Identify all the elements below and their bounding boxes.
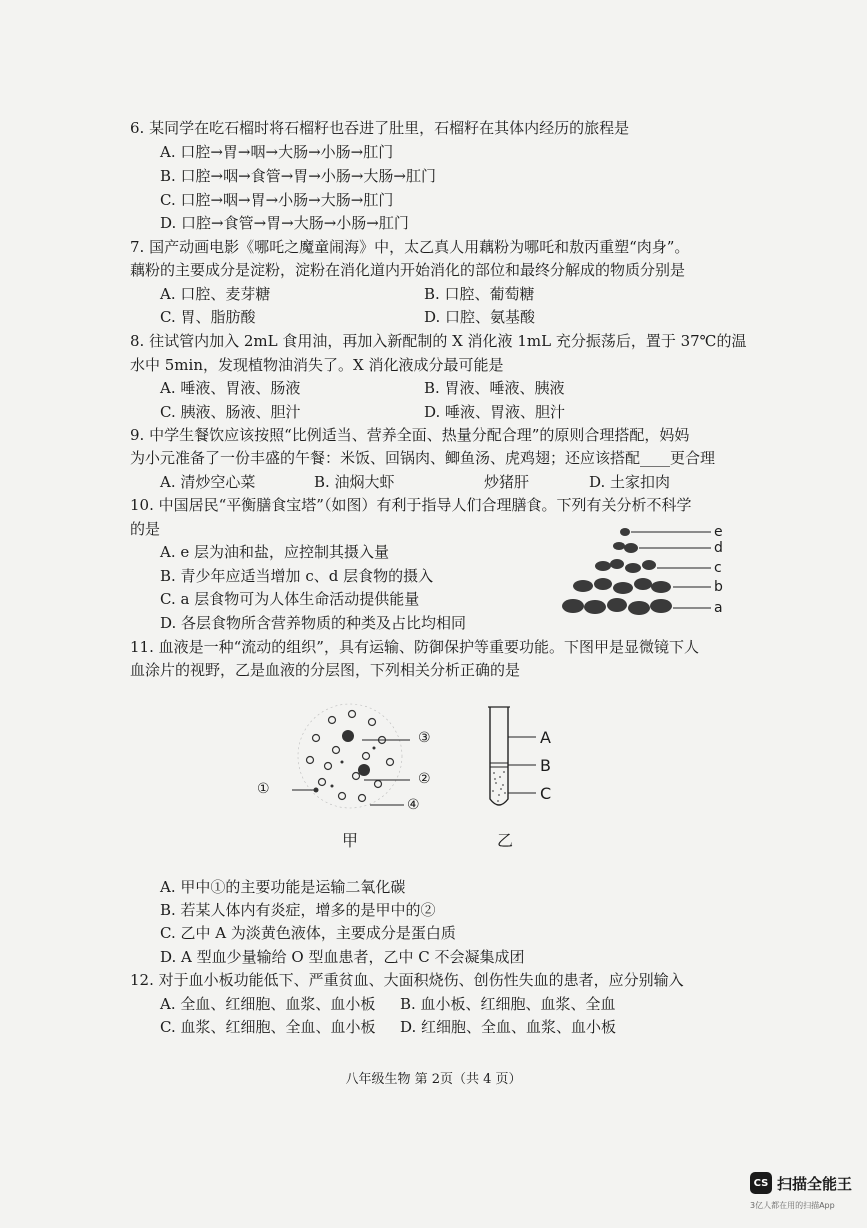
q11-stem-2: 血涂片的视野，乙是血液的分层图，下列相关分析正确的是 [130,661,521,679]
q11-option-a: A. 甲中①的主要功能是运输二氧化碳 [160,878,406,896]
q7-stem-1: 7. 国产动画电影《哪吒之魔童闹海》中，太乙真人用藕粉为哪吒和敖丙重塑“肉身”。 [130,238,690,256]
pyramid-label-d: d [714,540,723,556]
smear-label-3: ③ [418,730,431,746]
q7-option-a: A. 口腔、麦芽糖 [160,285,271,303]
q12-option-a: A. 全血、红细胞、血浆、血小板 [160,995,376,1013]
tube-label-a: A [540,728,551,747]
food-pyramid-figure [555,520,735,620]
q8-stem-1: 8. 往试管内加入 2mL 食用油，再加入新配制的 X 消化液 1mL 充分振荡后，置于 37℃的温 [130,332,747,350]
q9-option-d: D. 土家扣肉 [589,473,671,491]
tube-label-b: B [540,756,551,775]
q10-option-b: B. 青少年应适当增加 c、d 层食物的摄入 [160,567,434,585]
q8-option-b: B. 胃液、唾液、胰液 [424,379,565,397]
q10-option-d: D. 各层食物所含营养物质的种类及占比均相同 [160,614,467,632]
pyramid-label-b: b [714,579,723,595]
smear-label-4: ④ [407,797,420,813]
q12-option-b: B. 血小板、红细胞、血浆、全血 [400,995,616,1013]
q7-option-b: B. 口腔、葡萄糖 [424,285,535,303]
q9-stem-2: 为小元准备了一份丰盛的午餐：米饭、回锅肉、鲫鱼汤、虎鸡翅；还应该搭配____更合理 [130,449,716,467]
pyramid-label-e: e [714,524,723,540]
q11-option-c: C. 乙中 A 为淡黄色液体，主要成分是蛋白质 [160,924,456,942]
q6-stem: 6. 某同学在吃石榴时将石榴籽也吞进了肚里，石榴籽在其体内经历的旅程是 [130,119,630,137]
q10-option-c: C. a 层食物可为人体生命活动提供能量 [160,590,420,608]
camscanner-tagline: 3亿人都在用的扫描App [750,1201,835,1210]
q11-stem-1: 11. 血液是一种“流动的组织”，具有运输、防御保护等重要功能。下图甲是显微镜下人 [130,638,699,656]
q8-option-d: D. 唾液、胃液、胆汁 [424,403,566,421]
q12-stem: 12. 对于血小板功能低下、严重贫血、大面积烧伤、创伤性失血的患者，应分别输入 [130,971,684,989]
q9-stem-1: 9. 中学生餐饮应该按照“比例适当、营养全面、热量分配合理”的原则合理搭配，妈妈 [130,426,690,444]
page-footer: 八年级生物 第 2页（共 4 页） [345,1072,522,1087]
smear-label-1: ① [257,781,270,797]
q6-option-c: C. 口腔→咽→胃→小肠→大肠→肛门 [160,191,394,209]
test-tube-figure [484,705,544,817]
q7-option-d: D. 口腔、氨基酸 [424,308,536,326]
blood-smear-figure [292,700,412,815]
q10-stem-1: 10. 中国居民“平衡膳食宝塔”（如图）有利于指导人们合理膳食。下列有关分析不科学 [130,496,692,514]
q11-option-b: B. 若某人体内有炎症，增多的是甲中的② [160,901,436,919]
q9-option-a: A. 清炒空心菜 [160,473,256,491]
q7-option-c: C. 胃、脂肪酸 [160,308,256,326]
q7-stem-2: 藕粉的主要成分是淀粉，淀粉在消化道内开始消化的部位和最终分解成的物质分别是 [130,261,686,279]
q12-option-c: C. 血浆、红细胞、全血、血小板 [160,1018,376,1036]
q8-option-a: A. 唾液、胃液、肠液 [160,379,301,397]
camscanner-name: 扫描全能王 [777,1175,853,1193]
tube-caption: 乙 [497,831,514,850]
q8-stem-2: 水中 5min，发现植物油消失了。X 消化液成分最可能是 [130,356,504,374]
q6-option-d: D. 口腔→食管→胃→大肠→小肠→肛门 [160,214,409,232]
q9-option-c: 炒猪肝 [484,473,530,491]
q12-option-d: D. 红细胞、全血、血浆、血小板 [400,1018,617,1036]
q8-option-c: C. 胰液、肠液、胆汁 [160,403,301,421]
q6-option-a: A. 口腔→胃→咽→大肠→小肠→肛门 [160,143,394,161]
q6-option-b: B. 口腔→咽→食管→胃→小肠→大肠→肛门 [160,167,436,185]
camscanner-logo-icon: CS [750,1172,772,1194]
smear-label-2: ② [418,771,431,787]
q10-option-a: A. e 层为油和盐，应控制其摄入量 [160,543,390,561]
pyramid-label-a: a [714,600,723,616]
q10-stem-2: 的是 [130,520,161,538]
tube-label-c: C [540,784,552,803]
smear-caption: 甲 [342,831,359,850]
q9-option-b: B. 油焖大虾 [314,473,395,491]
q11-option-d: D. A 型血少量输给 O 型血患者，乙中 C 不会凝集成团 [160,948,525,966]
pyramid-label-c: c [714,560,722,576]
